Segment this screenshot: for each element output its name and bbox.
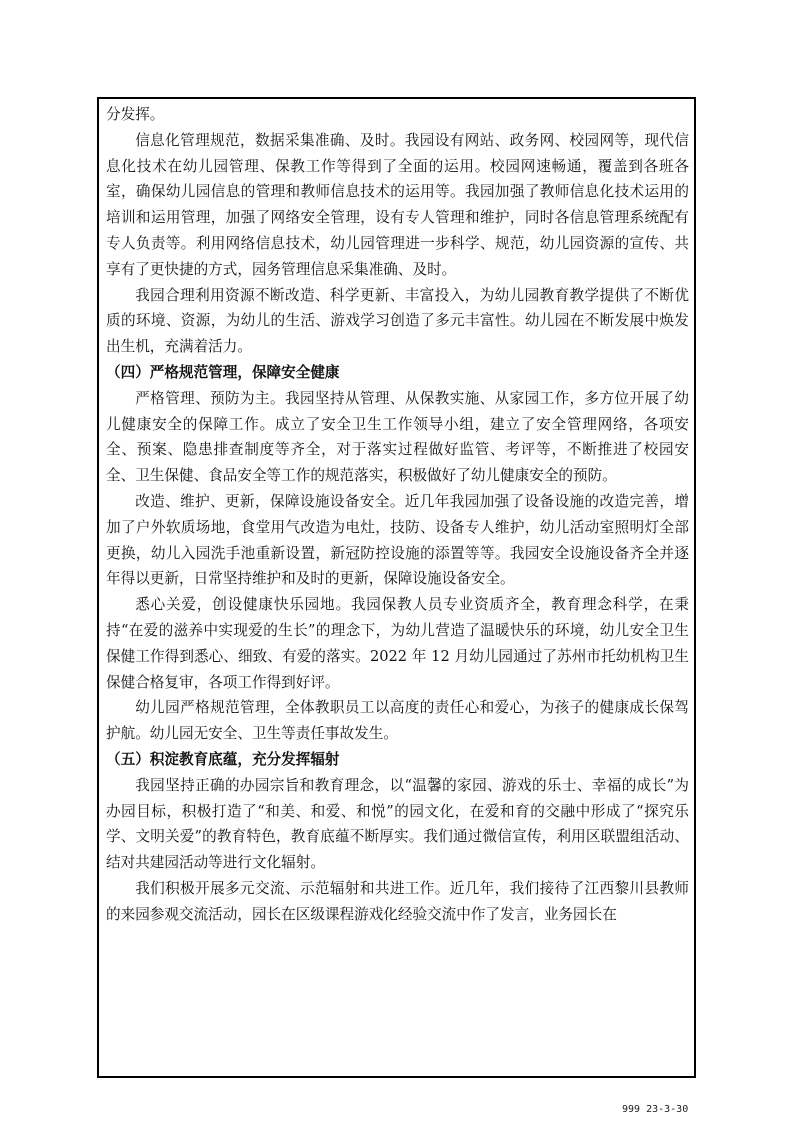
paragraph-exchange: 我们积极开展多元交流、示范辐射和共进工作。近几年，我们接待了江西黎川县教师的来园参观交流活动，园长在区级课程游戏化经验交流中作了发言，业务园长在 <box>106 879 689 923</box>
document-body <box>106 102 689 928</box>
paragraph-care: 悉心关爱，创设健康快乐园地。我园保教人员专业资质齐全，教育理念科学，在秉持“在爱的滋养中实现爱的生长”的理念下，为幼儿营造了温暖快乐的环境，幼儿安全卫生保健工作得到悉心、细致、有爱的落实。2022 年 12 月幼儿园通过了苏州市托幼机构卫生保健合格复审，各项工作得到好评。 <box>106 596 689 691</box>
paragraph-continuation: 分发挥。 <box>106 106 165 123</box>
paragraph-strict-management: 严格管理、预防为主。我园坚持从管理、从保教实施、从家园工作，多方位开展了幼儿健康安全的保障工作。成立了安全卫生工作领导小组，建立了安全管理网络，各项安全、预案、隐患排查制度等齐全，对于落实过程做好监管、考评等，不断推进了校园安全、卫生保健、食品安全等工作的规范落实，积极做好了幼儿健康安全的预防。 <box>106 389 689 485</box>
paragraph-info-management: 信息化管理规范，数据采集准确、及时。我园设有网站、政务网、校园网等，现代信息化技术在幼儿园管理、保教工作等得到了全面的运用。校园网速畅通，覆盖到各班各室，确保幼儿园信息的管理和教师信息技术的运用等。我园加强了教师信息化技术运用的培训和运用管理，加强了网络安全管理，设有专人管理和维护，同时各信息管理系统配有专人负责等。利用网络信息技术，幼儿园管理进一步科学、规范，幼儿园资源的宣传、共享有了更快捷的方式，园务管理信息采集准确、及时。 <box>106 131 689 278</box>
footer-stamp: 999 23-3-30 <box>622 1104 689 1115</box>
paragraph-education-philosophy: 我园坚持正确的办园宗旨和教育理念，以“温馨的家园、游戏的乐士、幸福的成长”为办园目标，积极打造了“和美、和爱、和悦”的园文化，在爱和育的交融中形成了“探究乐学、文明关爱”的教育特色，教育底蕴不断厚实。我们通过微信宣传，利用区联盟组活动、结对共建园活动等进行文化辐射。 <box>106 776 689 872</box>
page-frame <box>97 97 696 1078</box>
paragraph-safety-summary: 幼儿园严格规范管理，全体教职员工以高度的责任心和爱心，为孩子的健康成长保驾护航。幼儿园无安全、卫生等责任事故发生。 <box>106 699 689 743</box>
section-heading-five: （五）积淀教育底蕴，充分发挥辐射 <box>106 750 340 768</box>
section-heading-four: （四）严格规范管理，保障安全健康 <box>106 363 340 381</box>
paragraph-facility-safety: 改造、维护、更新，保障设施设备安全。近几年我园加强了设备设施的改造完善，增加了户外软质场地，食堂用气改造为电灶，技防、设备专人维护，幼儿活动室照明灯全部更换，幼儿入园洗手池重新设置，新冠防控设施的添置等等。我园安全设施设备齐全并逐年得以更新，日常坚持维护和及时的更新，保障设施设备安全。 <box>106 492 689 588</box>
paragraph-resource-use: 我园合理利用资源不断改造、科学更新、丰富投入，为幼儿园教育教学提供了不断优质的环境、资源，为幼儿的生活、游戏学习创造了多元丰富性。幼儿园在不断发展中焕发出生机，充满着活力。 <box>106 286 689 356</box>
